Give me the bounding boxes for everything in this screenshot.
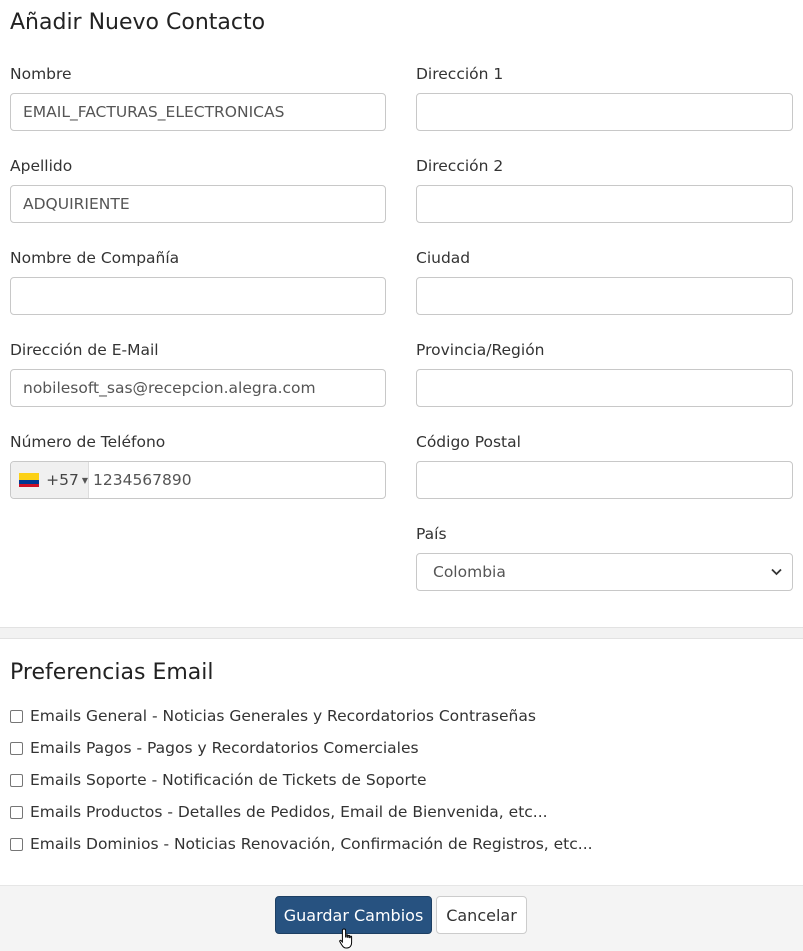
pref-pagos[interactable]	[10, 739, 419, 757]
checkbox[interactable]	[10, 838, 23, 851]
chevron-down-icon	[771, 565, 782, 579]
cancel-button[interactable]: Cancelar	[436, 896, 527, 934]
apellido-label: Apellido	[10, 157, 73, 175]
pref-general-label: Emails General - Noticias Generales y Recordatorios Contraseñas	[30, 707, 536, 725]
nombre-label: Nombre	[10, 65, 72, 83]
codigo-postal-label: Código Postal	[416, 433, 521, 451]
pref-productos-label: Emails Productos - Detalles de Pedidos, Email de Bienvenida, etc...	[30, 803, 548, 821]
checkbox[interactable]	[10, 774, 23, 787]
ciudad-label: Ciudad	[416, 249, 471, 267]
pref-dominios[interactable]	[10, 835, 593, 853]
pref-dominios-label: Emails Dominios - Noticias Renovación, Confirmación de Registros, etc...	[30, 835, 593, 853]
compania-label: Nombre de Compañía	[10, 249, 180, 267]
direccion1-field[interactable]	[416, 93, 793, 131]
provincia-field[interactable]	[416, 369, 793, 407]
direccion1-label: Dirección 1	[416, 65, 504, 83]
email-label: Dirección de E-Mail	[10, 341, 159, 359]
colombia-flag-icon	[19, 473, 38, 487]
hand-cursor-icon	[338, 928, 356, 950]
direccion2-field[interactable]	[416, 185, 793, 223]
pais-label: País	[416, 525, 447, 543]
compania-field[interactable]	[10, 277, 386, 315]
country-code: +57	[46, 471, 79, 489]
checkbox[interactable]	[10, 742, 23, 755]
provincia-label: Provincia/Región	[416, 341, 545, 359]
telefono-label: Número de Teléfono	[10, 433, 166, 451]
caret-down-icon: ▼	[81, 475, 88, 485]
codigo-postal-field[interactable]	[416, 461, 793, 499]
pref-soporte-label: Emails Soporte - Notificación de Tickets de Soporte	[30, 771, 427, 789]
save-button[interactable]: Guardar Cambios	[275, 896, 432, 934]
pref-soporte[interactable]	[10, 771, 426, 789]
country-code-dropdown[interactable]	[11, 462, 89, 498]
telefono-field[interactable]	[10, 461, 386, 499]
pais-selected-value: Colombia	[433, 563, 506, 581]
pref-general[interactable]	[10, 707, 536, 725]
pais-select[interactable]	[416, 553, 793, 591]
preferences-title: Preferencias Email	[10, 660, 214, 685]
direccion2-label: Dirección 2	[416, 157, 504, 175]
checkbox[interactable]	[10, 710, 23, 723]
pref-pagos-label: Emails Pagos - Pagos y Recordatorios Comerciales	[30, 739, 419, 757]
phone-number-value: 1234567890	[93, 471, 192, 489]
nombre-field[interactable]: EMAIL_FACTURAS_ELECTRONICAS	[10, 93, 386, 131]
email-field[interactable]: nobilesoft_sas@recepcion.alegra.com	[10, 369, 386, 407]
pref-productos[interactable]	[10, 803, 548, 821]
ciudad-field[interactable]	[416, 277, 793, 315]
page-title: Añadir Nuevo Contacto	[10, 10, 266, 35]
checkbox[interactable]	[10, 806, 23, 819]
apellido-field[interactable]: ADQUIRIENTE	[10, 185, 386, 223]
section-divider	[0, 627, 803, 639]
